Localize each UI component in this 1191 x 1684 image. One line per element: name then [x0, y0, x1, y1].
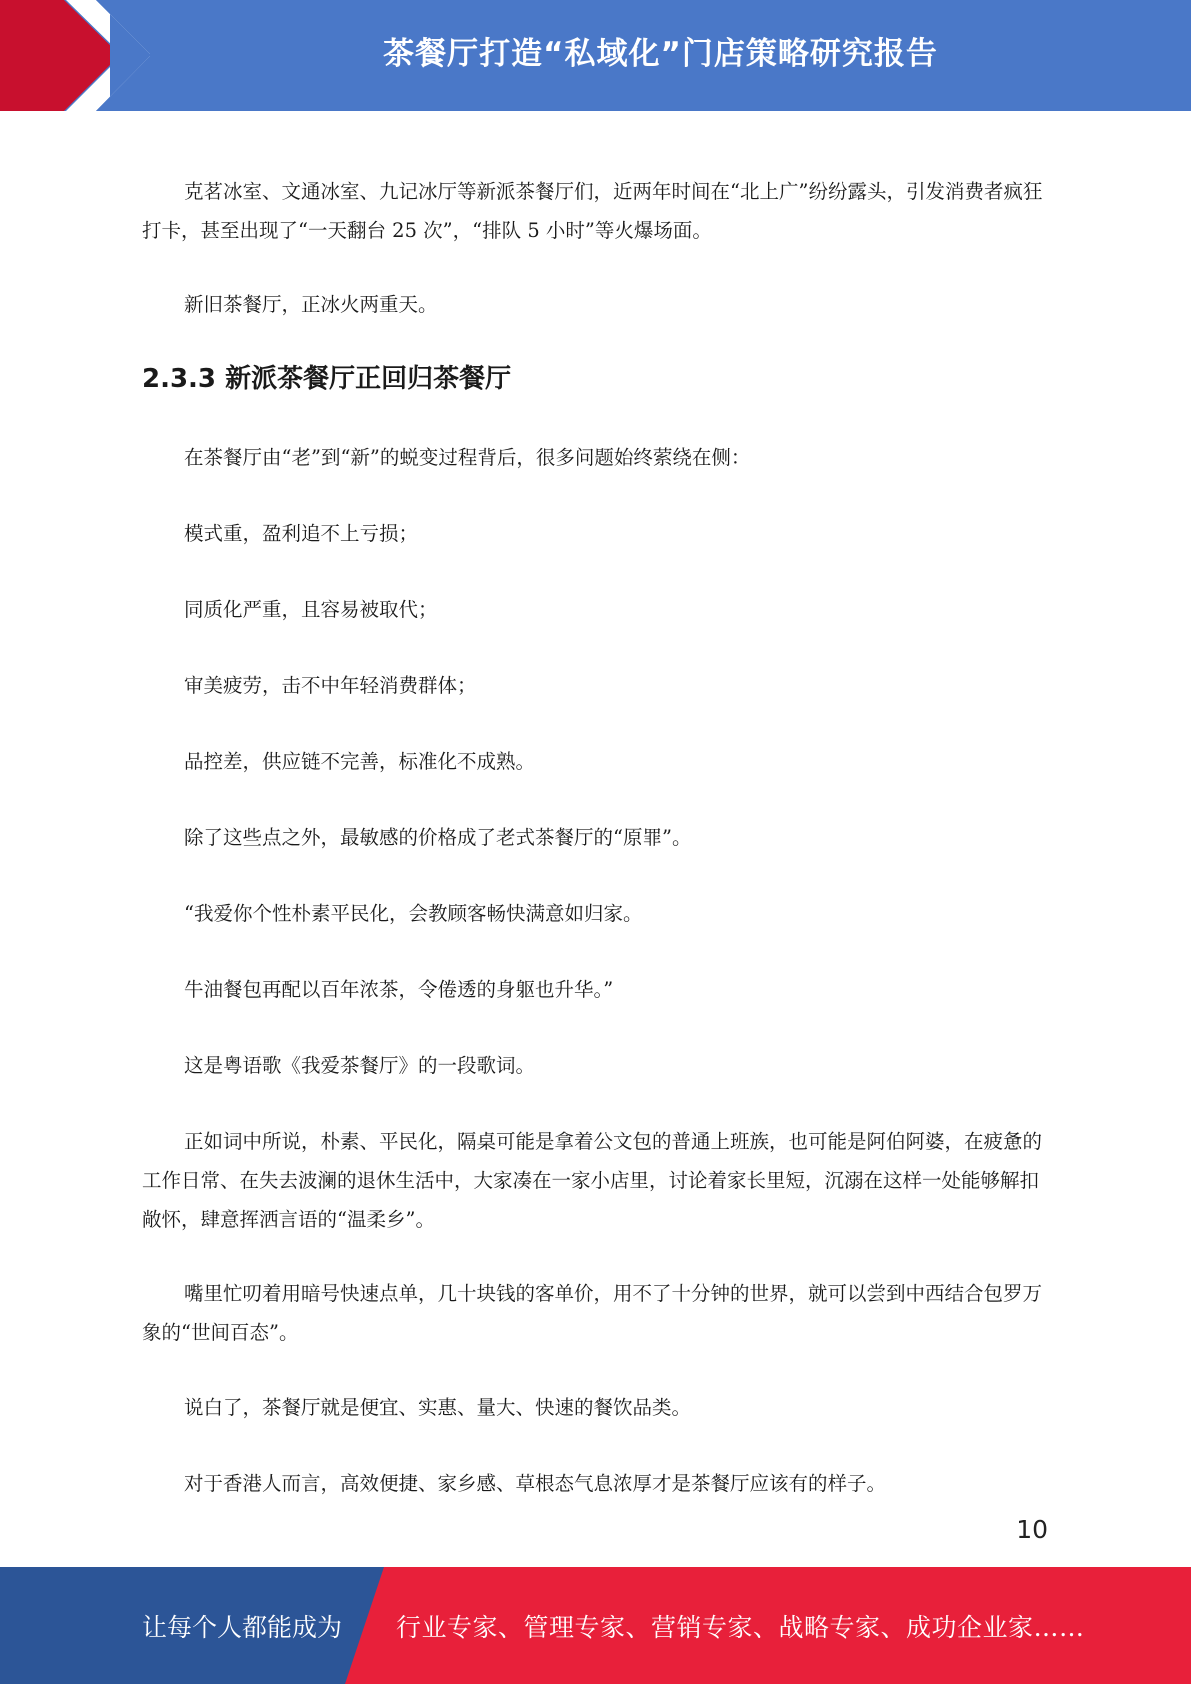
page-number: 10: [1016, 1515, 1048, 1544]
paragraph: 新旧茶餐厅，正冰火两重天。: [184, 293, 438, 316]
paragraph: 这是粤语歌《我爱茶餐厅》的一段歌词。: [184, 1054, 536, 1077]
lyrics-line: “我爱你个性朴素平民化，会教顾客畅快满意如归家。: [184, 902, 643, 925]
paragraph: 嘴里忙叨着用暗号快速点单，几十块钱的客单价，用不了十分钟的世界，就可以尝到中西结合包罗万象的“世间百态”。: [142, 1282, 1043, 1344]
paragraph: 说白了，茶餐厅就是便宜、实惠、量大、快速的餐饮品类。: [184, 1396, 692, 1419]
list-item: 品控差，供应链不完善，标准化不成熟。: [184, 750, 536, 773]
paragraph: 除了这些点之外，最敏感的价格成了老式茶餐厅的“原罪”。: [184, 826, 692, 849]
list-item: 同质化严重，且容易被取代；: [184, 598, 438, 621]
list-item: 模式重，盈利追不上亏损；: [184, 522, 419, 545]
footer-band: [0, 1567, 1191, 1684]
lyrics-line: 牛油餐包再配以百年浓茶，令倦透的身躯也升华。”: [184, 978, 614, 1001]
section-heading: 2.3.3 新派茶餐厅正回归茶餐厅: [142, 364, 512, 394]
header-band: [0, 0, 1191, 111]
paragraph: 在茶餐厅由“老”到“新”的蜕变过程背后，很多问题始终萦绕在侧：: [184, 446, 751, 469]
footer-slogan-left: 让每个人都能成为: [142, 1612, 343, 1642]
footer-slogan-right: 行业专家、管理专家、营销专家、战略专家、成功企业家……: [396, 1612, 1085, 1642]
paragraph: 正如词中所说，朴素、平民化，隔桌可能是拿着公文包的普通上班族，也可能是阿伯阿婆，在疲惫的工作日常、在失去波澜的退休生活中，大家凑在一家小店里，讨论着家长里短，沉溺在这样一处能够解扣敞怀，肆意挥洒言语的“温柔乡”。: [142, 1130, 1043, 1231]
report-title: 茶餐厅打造“私域化”门店策略研究报告: [383, 35, 938, 72]
list-item: 审美疲劳，击不中年轻消费群体；: [184, 674, 477, 697]
header-arrow-decoration: [0, 0, 150, 111]
paragraph: 对于香港人而言，高效便捷、家乡感、草根态气息浓厚才是茶餐厅应该有的样子。: [184, 1472, 887, 1495]
paragraph-intro: 克茗冰室、文通冰室、九记冰厅等新派茶餐厅们，近两年时间在“北上广”纷纷露头，引发消费者疯狂打卡，甚至出现了“一天翻台 25 次”，“排队 5 小时”等火爆场面。: [142, 180, 1043, 242]
